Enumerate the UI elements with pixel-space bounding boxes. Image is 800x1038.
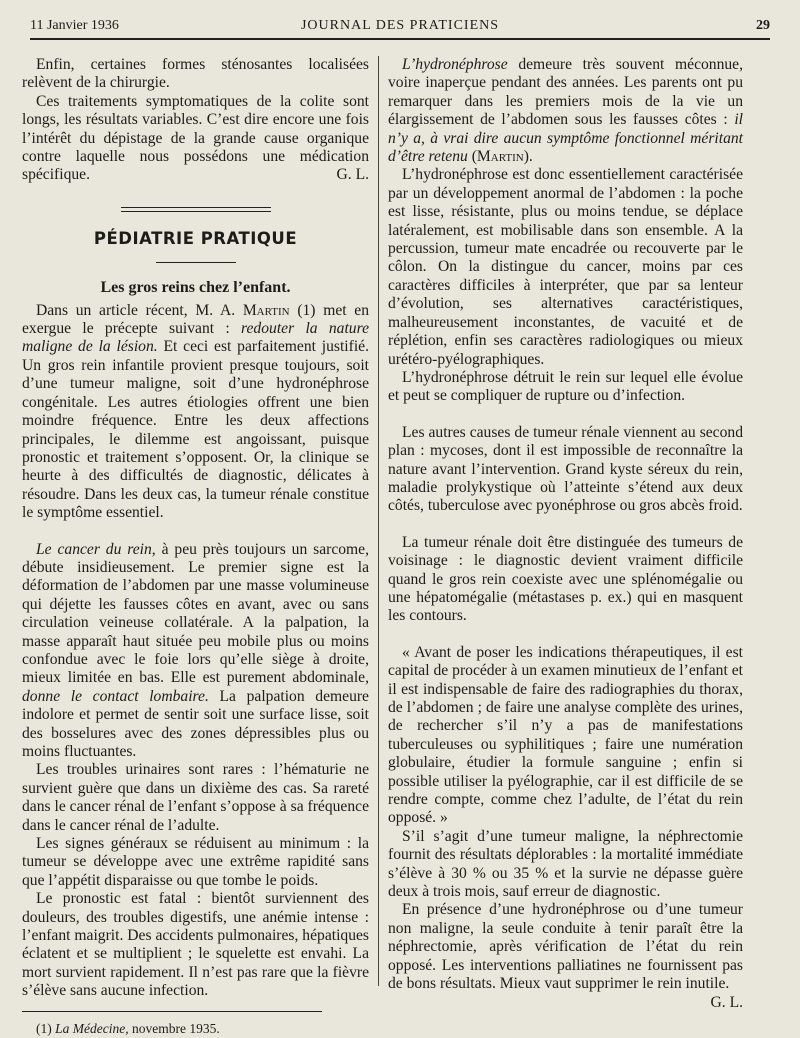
column-divider xyxy=(378,56,379,986)
footnote: (1) La Médecine, novembre 1935. xyxy=(36,1020,220,1036)
page-header xyxy=(30,14,770,38)
page-number: 29 xyxy=(756,18,770,33)
right-column xyxy=(388,56,743,1012)
paragraph: Les signes généraux se réduisent au minimum : la tumeur se développe avec une extrême rapidité sans que l’appétit disparaisse ou que tombe le poids. xyxy=(22,835,369,889)
paragraph: Le pronostic est fatal : bientôt surviennent des douleurs, des troubles digestifs, une anémie intense : l’enfant maigrit. Des accidents pulmonaires, hépatiques éclatent et se multiplient ; le squelette est envahi. La mort survient rapidement. Il n’est pas rare que la fièvre s’élève sans aucune infection. xyxy=(22,890,369,1000)
signature: G. L. xyxy=(336,166,369,184)
left-column xyxy=(22,56,369,1038)
issue-date: 11 Janvier 1936 xyxy=(30,18,119,33)
paragraph: L’hydronéphrose demeure très souvent méconnue, voire inaperçue pendant des années. Les parents ont pu remarquer dans les premiers mois de la vie un élargissement de l’abdomen sous les fausses côtes : il n’y a, à vrai dire aucun symptôme fonctionnel méritant d’être retenu (Martin). xyxy=(388,56,743,166)
journal-title: JOURNAL DES PRATICIENS xyxy=(300,18,500,33)
paragraph: Dans un article récent, M. A. Martin (1) met en exergue le précepte suivant : redouter la nature maligne de la lésion. Et ceci est parfaitement justifié. Un gros rein infantile provient presque toujours, soit d’une tumeur maligne, soit d’une hydronéphrose congénitale. Les autres étiologies offrent une bien moindre fréquence. Entre les deux affections principales, le dilemme est angoissant, puisque pronostic et traitement s’opposent. Or, la clinique se heurte à des difficultés de diagnostic, délicates à résoudre. Dans les deux cas, la tumeur rénale constitue le symptôme essentiel. xyxy=(22,301,370,522)
footnote-rule xyxy=(22,1011,322,1012)
paragraph: En présence d’une hydronéphrose ou d’une tumeur non maligne, la seule conduite à tenir paraît être la néphrectomie, après vérification de l’état du rein opposé. Les interventions palliatines ne fournissent pas de bons résultats. Mieux vaut supprimer le rein inutile. G. L. xyxy=(388,901,743,1011)
paragraph: Le cancer du rein, à peu près toujours un sarcome, débute insidieusement. Le premier signe est la déformation de l’abdomen par une masse volumineuse qui déjette les fausses côtes en avant, avec ou sans circulation veineuse collatérale. A la palpation, la masse apparaît haut située peu mobile plus ou moins confondue avec le foie lors qu’elle siège à droite, mieux limitée en bas. Elle est purement abdominale, donne le contact lombaire. La palpation demeure indolore et permet de sentir soit une surface lisse, soit des bosselures avec des zones dépressibles plus ou moins fluctuantes. xyxy=(22,540,369,760)
paragraph: Ces traitements symptomatiques de la colite sont longs, les résultats variables. C’est dire encore une fois l’intérêt du dépistage de la grande cause organique contre laquelle nous possédons une médication spécifique. G. L. xyxy=(22,92,369,184)
header-rule xyxy=(30,38,770,40)
article-title: Les gros reins chez l’enfant. xyxy=(100,279,291,297)
paragraph: Enfin, certaines formes sténosantes localisées relèvent de la chirurgie. xyxy=(22,56,369,92)
paragraph: Les troubles urinaires sont rares : l’hématurie ne survient guère que dans un dixième des cas. Sa rareté dans le cancer rénal de l’enfant s’oppose à sa fréquence dans le cancer rénal de l’adulte. xyxy=(22,761,369,834)
paragraph: La tumeur rénale doit être distinguée des tumeurs de voisinage : le diagnostic devient vraiment difficile quand le gros rein coexiste avec une splénomégalie ou une hépatomégalie (métastases p. ex.) qui en masquent les contours. xyxy=(388,533,743,625)
paragraph: S’il s’agit d’une tumeur maligne, la néphrectomie fournit des résultats déplorables : la mortalité immédiate s’élève à 30 % ou 35 % et la survie ne dépasse guère deux à trois mois, sauf erreur de diagnostic. xyxy=(388,827,743,901)
paragraph: Les autres causes de tumeur rénale viennent au second plan : mycoses, dont il est impossible de reconnaître la nature avant l’intervention. Grand kyste séreux du rein, maladie prolykystique où l’atteinte s’étend aux deux côtés, tuberculose avec pyonéphrose ou gros abcès froid. xyxy=(388,423,743,515)
section-title: PÉDIATRIE PRATIQUE xyxy=(93,228,298,248)
paragraph: L’hydronéphrose détruit le rein sur lequel elle évolue et peut se compliquer de rupture ou d’infection. xyxy=(388,368,743,405)
title-rule xyxy=(156,262,236,263)
section-separator xyxy=(121,207,271,212)
signature: G. L. xyxy=(710,993,743,1011)
paragraph: L’hydronéphrose est donc essentiellement caractérisée par un développement anormal de l’abdomen : la poche est lisse, résistante, plus ou moins tendue, se déplace latéralement, est mobilisable dans son ensemble. A la percussion, tumeur mate encadrée ou recouverte par le côlon. On la distingue du cancer, moins par ces caractères difficiles à interpréter, que par sa lenteur d’évolution, ses alternatives caractéristiques, malheureusement inconstantes, de vacuité et de réplétion, enfin ses caractères radiologiques ou mieux urétéro-pyélographiques. xyxy=(388,166,743,368)
quote-paragraph: « Avant de poser les indications thérapeutiques, il est capital de procéder à un examen minutieux de l’enfant et il est indispensable de faire des radiographies du thorax, de l’abdomen ; de faire une analyse complète des urines, de rechercher s’il n’y a pas de manifestations tuberculeuses ou syphilitiques ; faire une numération globulaire, étudier la formule sanguine ; enfin si possible utiliser la pyélographie, car il est difficile de se rendre compte, comme chez l’adulte, de l’état du rein opposé. » xyxy=(388,643,743,827)
